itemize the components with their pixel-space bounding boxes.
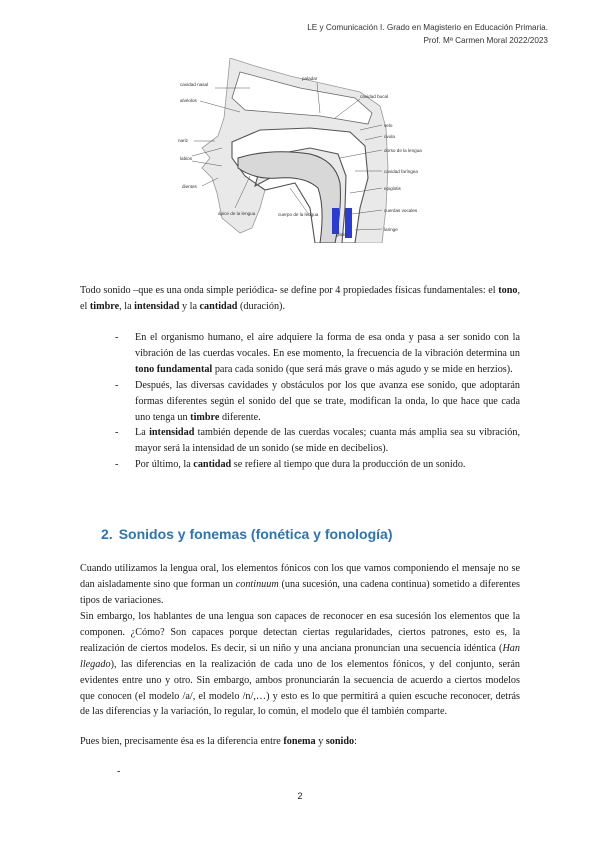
list-item-timbre: - Después, las diversas cavidades y obstáculos por los que avanza ese sonido, que adoptarán formas diferentes según el sonido del que se trate, modifican la onda, lo que hace que cada uno tenga un timbre diferente. [120, 378, 520, 426]
paragraph-patterns: Sin embargo, los hablantes de una lengua son capaces de reconocer en esa sucesión los elementos que la componen. ¿Cómo? Son capaces porque detectan ciertas regularidades, ciertos patrones, esto es, la realización de ciertos modelos. Es decir, si un niño y una anciana pronuncian una secuencia idéntica (Han llegado), las diferencias en la realización de cada uno de los elementos fónicos, y del conjunto, serán evidentes entre uno y otro. Sin embargo, ambos pronunciarán la secuencia de acuerdo a ciertos modelos que conocen (el modelo /a/, el modelo /n/,…) y esto es lo que permitirá a quien escuche reconocer, detrás de las diferencias y la variación, lo regular, lo común, el modelo que él también comparte. [80, 611, 520, 718]
label-glotis: glotis [336, 232, 347, 237]
label-cuerpo-lengua: cuerpo de la lengua [278, 212, 319, 217]
label-dorso: dorso de la lengua [384, 148, 422, 153]
label-laringe: laringe [384, 227, 398, 232]
header-line-1: LE y Comunicación I. Grado en Magisterio en Educación Primaria. [307, 23, 548, 32]
label-velo: velo [384, 123, 393, 128]
label-epiglotis: epiglotis [384, 186, 401, 191]
label-dientes: dientes [182, 184, 197, 189]
properties-list [120, 330, 520, 473]
label-labios: labios [180, 156, 193, 161]
header-line-2: Prof. Mª Carmen Moral 2022/2023 [423, 35, 548, 45]
page-number: 2 [297, 791, 303, 801]
list-item-intensidad: - La intensidad también depende de las cuerdas vocales; cuanta más amplia sea su vibración, mayor será la intensidad de un sonido (se mide en decibelios). [120, 425, 520, 457]
section-title: Sonidos y fonemas (fonética y fonología) [118, 526, 393, 542]
list-item-cantidad: - Por último, la cantidad se refiere al tiempo que dura la producción de un sonido. [120, 457, 520, 473]
paragraph-continuum: Cuando utilizamos la lengua oral, los elementos fónicos con los que vamos componiendo el mensaje no se dan aisladamente sino que forman un continuum (una sucesión, una cadena continua) sometido a diferentes tipos de variaciones. [80, 563, 520, 606]
label-cuerdas-vocales: cuerdas vocales [384, 208, 418, 213]
label-nariz: nariz [178, 138, 188, 143]
label-uvula: úvula [384, 134, 395, 139]
empty-list-bullet: - [117, 766, 121, 777]
vocal-tract-diagram [160, 58, 430, 243]
label-cavidad-bucal: cavidad bucal [360, 94, 389, 99]
vocal-cords [332, 208, 339, 234]
paragraph-properties: Todo sonido –que es una onda simple periódica- se define por 4 propiedades físicas fundamentales: el tono, el timbre, la intensidad y la cantidad (duración). [80, 285, 520, 312]
label-apice: ápice de la lengua [218, 211, 256, 216]
paragraph-fonema-sonido: Pues bien, precisamente ésa es la diferencia entre fonema y sonido: [80, 736, 357, 747]
section-heading [101, 526, 393, 542]
label-paladar: paladar [302, 76, 318, 81]
list-item-tono: - En el organismo humano, el aire adquiere la forma de esa onda y pasa a ser sonido con la vibración de las cuerdas vocales. En ese momento, la frecuencia de la vibración determina un tono fundamental para cada sonido (que será más grave o más agudo y se mide en herzios). [120, 330, 520, 378]
label-cavidad-nasal: cavidad nasal [180, 82, 209, 87]
section-number: 2. [101, 526, 113, 542]
page-header [307, 22, 548, 47]
label-alveolos: alvéolos [180, 98, 197, 103]
label-cavidad-faringea: cavidad faríngea [384, 169, 418, 174]
